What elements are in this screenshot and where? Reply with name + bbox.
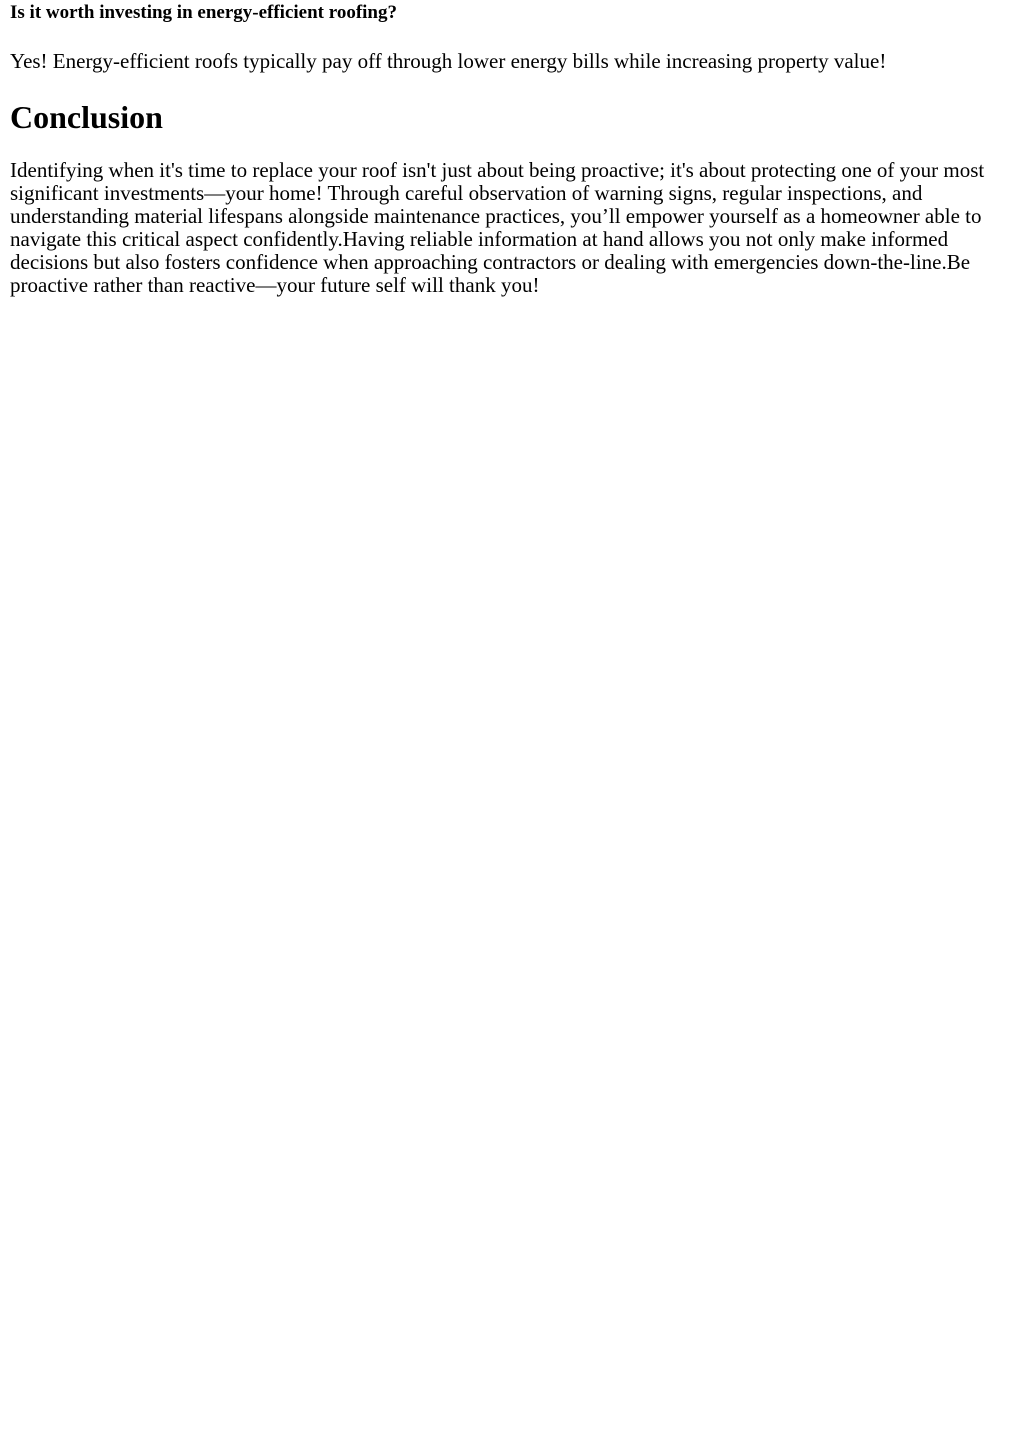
conclusion-heading: Conclusion [10,99,163,135]
article-page [0,0,1024,297]
faq-answer: Yes! Energy-efficient roofs typically pay off through lower energy bills while increasing property value! [10,49,887,73]
faq-question: Is it worth investing in energy-efficient roofing? [10,2,397,23]
conclusion-paragraph: Identifying when it's time to replace your roof isn't just about being proactive; it's about protecting one of your most significant investments—your home! Through careful observation of warning signs, regular inspections, and understanding material lifespans alongside maintenance practices, you’ll empower yourself as a homeowner able to navigate this critical aspect confidently.Having reliable information at hand allows you not only make informed decisions but also fosters confidence when approaching contractors or dealing with emergencies down-the-line.Be proactive rather than reactive—your future self will thank you! [10,158,985,297]
